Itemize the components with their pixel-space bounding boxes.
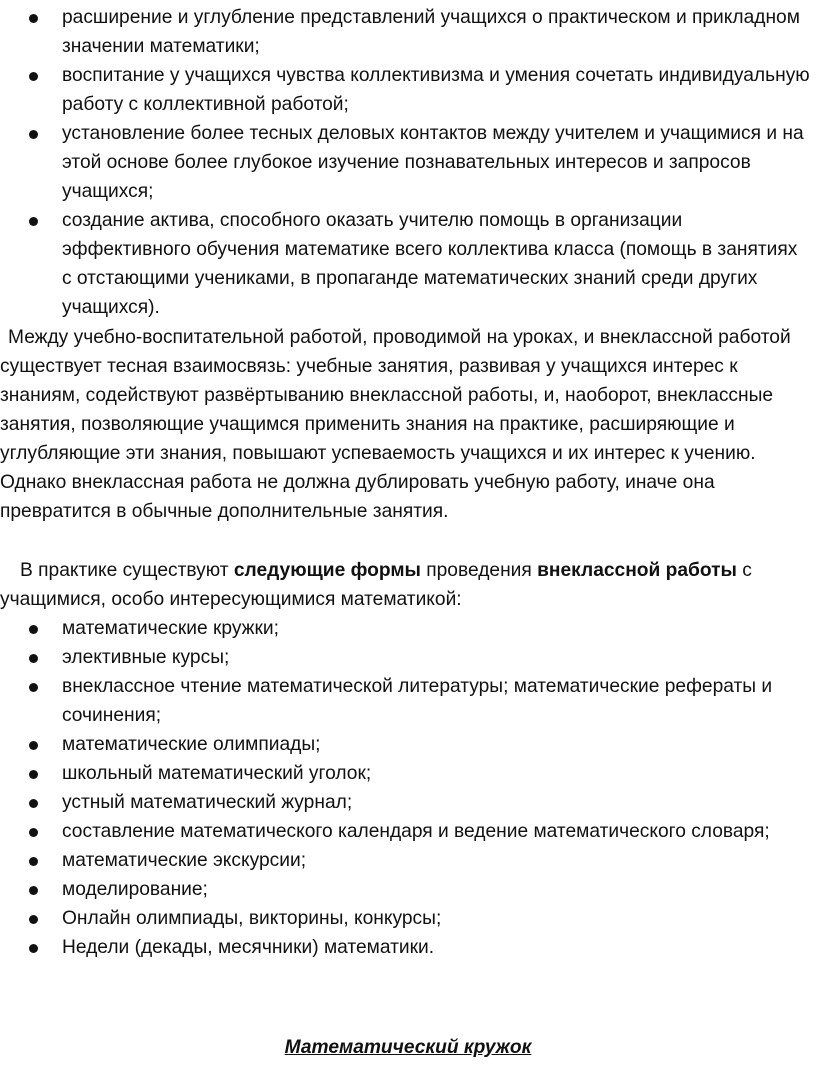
paragraph-text: В практике существуют bbox=[20, 560, 234, 581]
list-item-text: Онлайн олимпиады, викторины, конкурсы; bbox=[62, 908, 442, 929]
list-item-text: моделирование; bbox=[62, 879, 208, 900]
forms-bullet-list bbox=[0, 614, 816, 962]
list-item bbox=[0, 643, 816, 672]
bullet-icon bbox=[29, 217, 38, 226]
bullet-icon bbox=[29, 857, 38, 866]
bullet-icon bbox=[29, 130, 38, 139]
bullet-icon bbox=[29, 625, 38, 634]
forms-intro-paragraph bbox=[0, 556, 812, 614]
list-item bbox=[0, 3, 816, 61]
bullet-icon bbox=[29, 683, 38, 692]
list-item bbox=[0, 206, 816, 322]
list-item bbox=[0, 672, 816, 730]
bullet-icon bbox=[29, 944, 38, 953]
list-item-text: составление математического календаря и ведение математического словаря; bbox=[62, 821, 770, 842]
list-item-text: установление более тесных деловых контактов между учителем и учащимися и на этой основе более глубокое изучение познавательных интересов и запросов учащихся; bbox=[62, 123, 804, 202]
paragraph-text: с учащимися, особо интересующимися математикой: bbox=[0, 560, 752, 610]
list-item-text: устный математический журнал; bbox=[62, 792, 353, 813]
list-item bbox=[0, 119, 816, 206]
list-item-text: школьный математический уголок; bbox=[62, 763, 372, 784]
list-item-text: воспитание у учащихся чувства коллективизма и умения сочетать индивидуальную работу с коллективной работой; bbox=[62, 65, 810, 115]
goals-bullet-list bbox=[0, 3, 816, 322]
list-item bbox=[0, 846, 816, 875]
bullet-icon bbox=[29, 741, 38, 750]
list-item bbox=[0, 614, 816, 643]
list-item bbox=[0, 730, 816, 759]
list-item-text: элективные курсы; bbox=[62, 647, 230, 668]
bullet-icon bbox=[29, 770, 38, 779]
bullet-icon bbox=[29, 828, 38, 837]
bullet-icon bbox=[29, 72, 38, 81]
body-paragraph: Между учебно-воспитательной работой, проводимой на уроках, и внеклассной работой существует тесная взаимосвязь: учебные занятия, развивая у учащихся интерес к знаниям, содействуют развёртыванию внеклассной работы, и, наоборот, внеклассные занятия, позволяющие учащимся применить знания на практике, расширяющие и углубляющие эти знания, повышают успеваемость учащихся и их интерес к учению. Однако внеклассная работа не должна дублировать учебную работу, иначе она превратится в обычные дополнительные занятия. bbox=[0, 327, 791, 522]
list-item bbox=[0, 759, 816, 788]
paragraph-text: проведения bbox=[420, 560, 538, 581]
list-item-text: расширение и углубление представлений учащихся о практическом и прикладном значении математики; bbox=[62, 7, 800, 57]
list-item-text: внеклассное чтение математической литературы; математические рефераты и сочинения; bbox=[62, 676, 773, 726]
list-item bbox=[0, 61, 816, 119]
list-item-text: Недели (декады, месячники) математики. bbox=[62, 937, 435, 958]
list-item-text: математические кружки; bbox=[62, 618, 279, 639]
list-item bbox=[0, 817, 816, 846]
bullet-icon bbox=[29, 886, 38, 895]
list-item bbox=[0, 875, 816, 904]
list-item bbox=[0, 933, 816, 962]
list-item-text: математические экскурсии; bbox=[62, 850, 307, 871]
section-heading: Математический кружок bbox=[284, 1037, 532, 1058]
bullet-icon bbox=[29, 915, 38, 924]
list-item-text: создание актива, способного оказать учителю помощь в организации эффективного обучения математике всего коллектива класса (помощь в занятиях с отстающими учениками, в пропаганде математических знаний среди других учащихся). bbox=[62, 210, 798, 318]
list-item-text: математические олимпиады; bbox=[62, 734, 321, 755]
list-item bbox=[0, 788, 816, 817]
bold-term: внеклассной работы bbox=[537, 560, 737, 581]
bold-term: следующие формы bbox=[233, 560, 421, 581]
list-item bbox=[0, 904, 816, 933]
bullet-icon bbox=[29, 14, 38, 23]
bullet-icon bbox=[29, 799, 38, 808]
bullet-icon bbox=[29, 654, 38, 663]
